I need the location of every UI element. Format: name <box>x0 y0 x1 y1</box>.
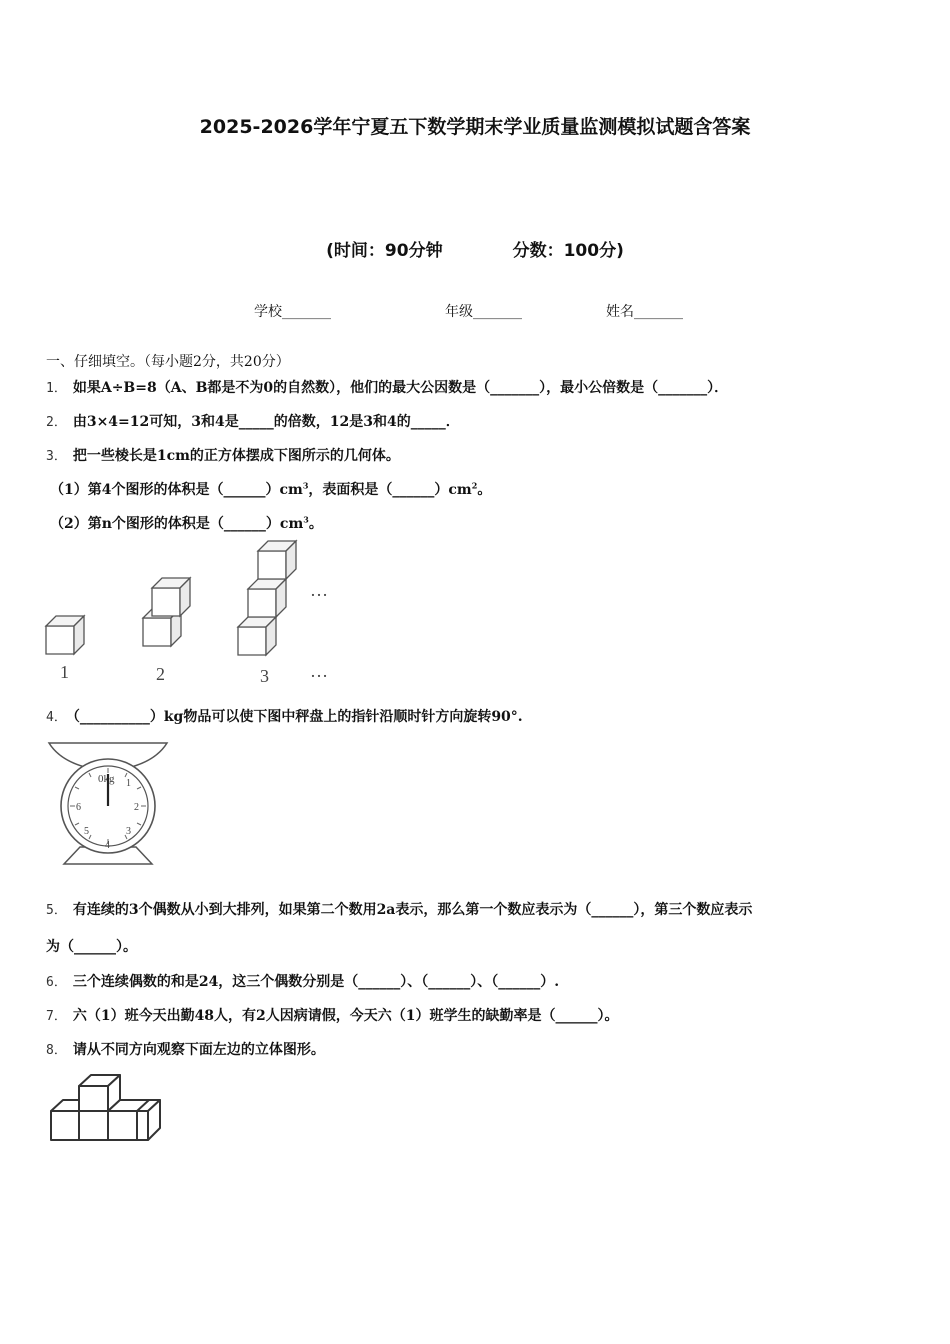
part-text: （2）第n个图形的体积是（______）cm <box>50 516 304 532</box>
question-text: （__________）kg物品可以使下图中秤盘上的指针沿顺时针方向旋转90°. <box>72 709 523 725</box>
dial-mark-2: 2 <box>134 802 139 813</box>
part-text: ，表面积是（______）cm <box>308 482 472 498</box>
question-number: 1． <box>46 381 67 396</box>
dial-unit: 0kg <box>98 773 115 785</box>
question-number: 2． <box>46 415 67 430</box>
question-text: 由3×4=12可知，3和4是_____的倍数，12是3和4的_____． <box>72 414 460 430</box>
dial-mark-6: 6 <box>76 802 81 813</box>
question-text: 如果A÷B=8（A、B都是不为0的自然数），他们的最大公因数是（_______），最小公倍数是（_______）． <box>72 380 729 396</box>
school-field[interactable]: 学校_______ <box>254 304 331 320</box>
superscript: 3 <box>302 480 309 491</box>
name-field[interactable]: 姓名_______ <box>606 304 683 320</box>
dial-mark-4: 4 <box>105 840 110 851</box>
total-score: 分数：100分) <box>512 241 624 261</box>
ellipsis-top: … <box>310 580 328 600</box>
question-5-continued: 为（______）。 <box>46 939 137 955</box>
time-limit: (时间：90分钟 <box>326 241 443 261</box>
superscript: 2 <box>471 480 478 491</box>
question-text: 有连续的3个偶数从小到大排列，如果第二个数用2a表示，那么第一个数应表示为（______），第三个数应表示 <box>72 902 753 918</box>
question-text: 把一些棱长是1cm的正方体摆成下图所示的几何体。 <box>72 448 400 464</box>
section-heading: 一、仔细填空。（每小题2分，共20分） <box>46 354 290 370</box>
question-text: 六（1）班今天出勤48人，有2人因病请假，今天六（1）班学生的缺勤率是（______）。 <box>72 1008 619 1024</box>
question-text: 请从不同方向观察下面左边的立体图形。 <box>72 1042 325 1058</box>
part-text: （1）第4个图形的体积是（______）cm <box>50 482 303 498</box>
question-number: 3． <box>46 449 67 464</box>
superscript: 3 <box>303 514 309 525</box>
dial-mark-1: 1 <box>126 778 131 789</box>
part-text: 。 <box>477 482 492 498</box>
ellipsis-bottom: … <box>310 661 328 681</box>
question-number: 5． <box>46 903 67 918</box>
question-number: 8． <box>46 1043 67 1058</box>
page-title: 2025-2026学年宁夏五下数学期末学业质量监测模拟试题含答案 <box>199 116 751 138</box>
question-number: 7． <box>46 1009 67 1024</box>
figure-label-3: 3 <box>260 666 269 686</box>
question-number: 6． <box>46 975 67 990</box>
dial-mark-3: 3 <box>126 826 131 837</box>
grade-field[interactable]: 年级_______ <box>445 304 522 320</box>
part-text: 。 <box>308 516 323 532</box>
question-number: 4． <box>46 710 67 725</box>
figure-label-2: 2 <box>156 664 165 684</box>
figure-label-1: 1 <box>60 662 69 682</box>
question-text: 三个连续偶数的和是24，这三个偶数分别是（______）、（______）、（______）. <box>72 974 560 990</box>
dial-mark-5: 5 <box>84 826 89 837</box>
